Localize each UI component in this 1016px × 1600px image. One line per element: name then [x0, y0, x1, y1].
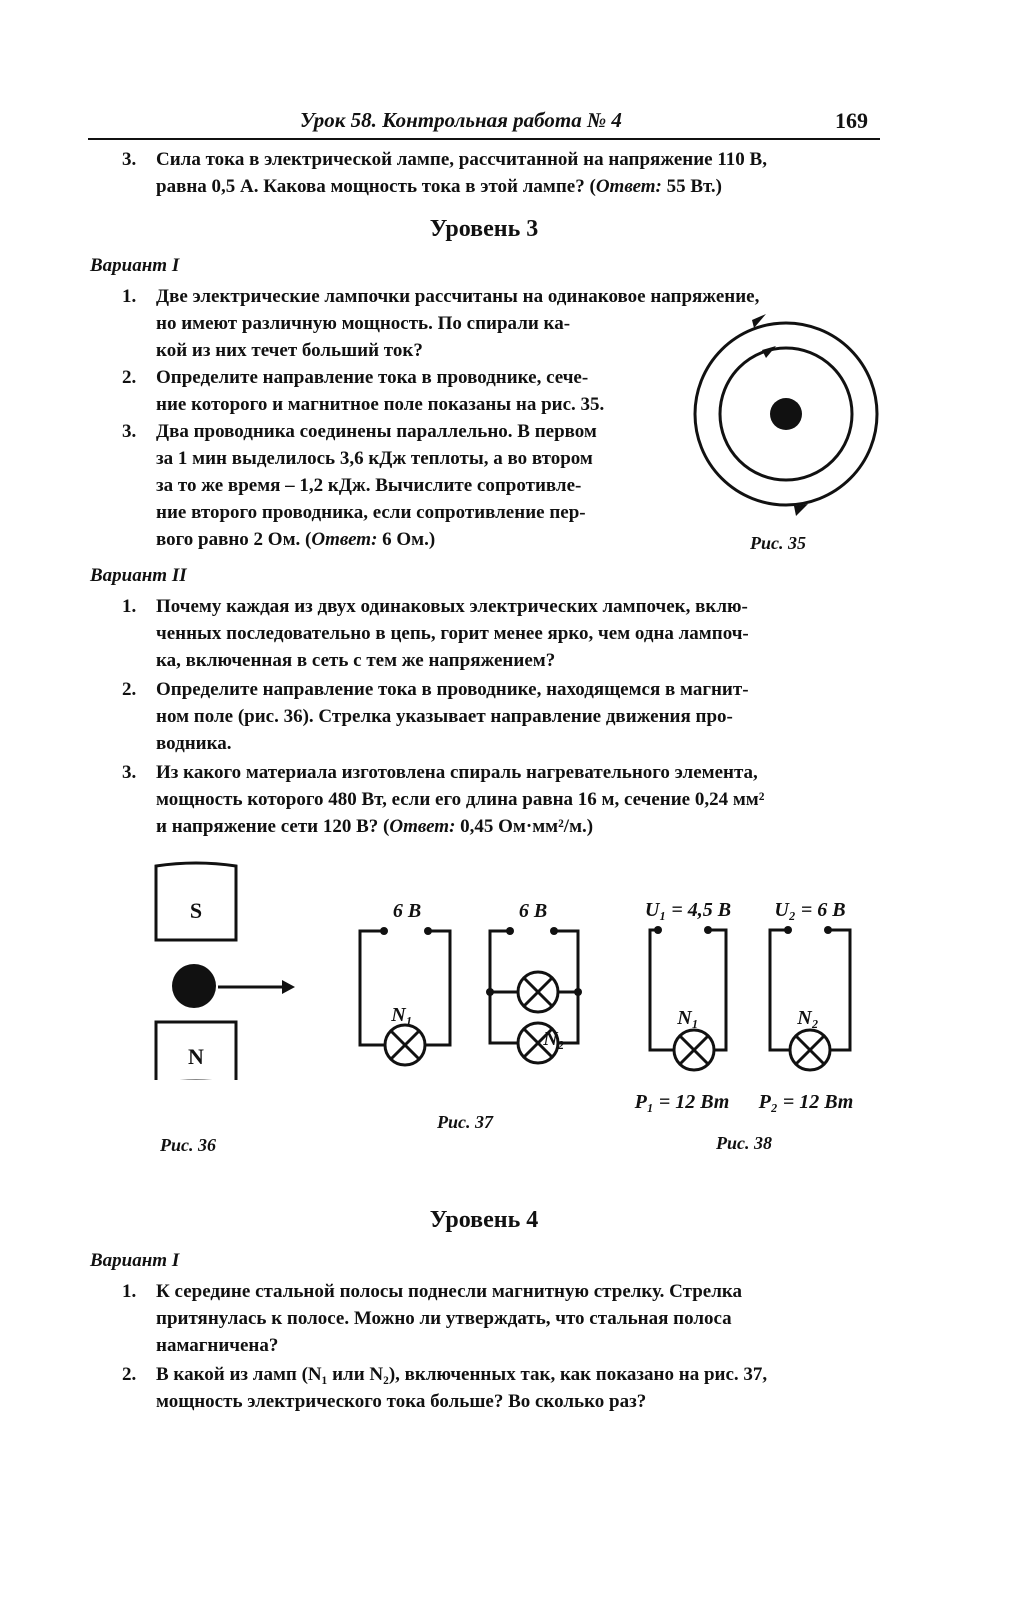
level-3-heading: Уровень 3: [429, 216, 539, 242]
text-line: ченных последовательно в цепь, горит менее ярко, чем одна лампоч-: [156, 623, 749, 644]
circuit-1-wire: [708, 930, 726, 1050]
circuit-1-wire: [650, 930, 674, 1050]
text-line: К середине стальной полосы поднесли магнитную стрелку. Стрелка: [156, 1281, 743, 1302]
answer-label: Ответ:: [389, 816, 456, 837]
text-line: за 1 мин выделилось 3,6 кДж теплоты, а во втором: [156, 448, 593, 469]
question-3-carryover: [122, 146, 767, 200]
question-number: 2.: [122, 1364, 137, 1385]
text-line: вого равно 2 Ом. (Ответ: 6 Ом.): [156, 529, 436, 550]
answer-label: Ответ:: [595, 176, 662, 197]
text-line: кой из них течет больший ток?: [156, 340, 423, 361]
question-number: 1.: [122, 1281, 137, 1302]
text-line: Сила тока в электрической лампе, рассчитанной на напряжение 110 В,: [156, 149, 767, 170]
circuit-2-wire: [770, 930, 790, 1050]
running-title: Урок 58. Контрольная работа № 4: [300, 108, 622, 132]
circuit-2-wire: [828, 930, 850, 1050]
text-line: Определите направление тока в проводнике, находящемся в магнит-: [156, 679, 749, 700]
arrow-right-icon: [282, 980, 295, 994]
conductor-cross-section: [770, 398, 802, 430]
l4-v1-question-1: [122, 1278, 742, 1359]
text-line: Определите направление тока в проводнике, сече-: [156, 367, 589, 388]
figure-38-caption: Рис. 38: [716, 1133, 772, 1153]
text-line: за то же время – 1,2 кДж. Вычислите сопротивле-: [156, 475, 582, 496]
level-4-heading: Уровень 4: [429, 1207, 539, 1233]
variant-1-label: Вариант I: [90, 1250, 180, 1271]
pole-s-label: S: [189, 898, 203, 923]
text-line: Почему каждая из двух одинаковых электрических лампочек, вклю-: [156, 596, 748, 617]
question-number: 3.: [122, 149, 137, 170]
l3-v2-question-2: [122, 676, 749, 757]
voltage-label-a: 6 В: [392, 900, 422, 922]
figure-36-caption: Рис. 36: [160, 1135, 216, 1155]
text-line: и напряжение сети 120 В? (Ответ: 0,45 Ом·мм²/м.): [156, 816, 594, 837]
question-number: 3.: [122, 762, 137, 783]
answer-label: Ответ:: [311, 529, 378, 550]
text-line: равна 0,5 А. Какова мощность тока в этой лампе? (Ответ: 55 Вт.): [156, 176, 723, 197]
lamp-label-n2: N₂: [543, 1028, 565, 1050]
text-line: притянулась к полосе. Можно ли утверждать, что стальная полоса: [156, 1308, 732, 1329]
question-number: 2.: [122, 679, 137, 700]
page-number: 169: [835, 108, 868, 133]
figure-37-diagram: [350, 895, 600, 1095]
text-line: В какой из ламп (N₁ или N₂), включенных так, как показано на рис. 37,: [156, 1364, 768, 1385]
figure-37-caption: Рис. 37: [437, 1112, 493, 1132]
text-line: ние которого и магнитное поле показаны на рис. 35.: [156, 394, 605, 415]
power-p2: P₂ = 12 Вт: [758, 1091, 854, 1113]
figure-35-diagram: [690, 306, 880, 534]
text-line: ном поле (рис. 36). Стрелка указывает направление движения про-: [156, 706, 733, 727]
voltage-u1: U₁ = 4,5 В: [644, 899, 732, 921]
figure-38-diagram: [628, 890, 868, 1120]
text-line: ка, включенная в сеть с тем же напряжением?: [156, 650, 556, 671]
question-number: 1.: [122, 596, 137, 617]
pole-n-label: N: [188, 1044, 204, 1069]
l3-v1-question-3: [122, 418, 597, 553]
text-line: водника.: [156, 733, 232, 754]
l3-v2-question-1: [122, 593, 749, 674]
power-p1: P₁ = 12 Вт: [634, 1091, 730, 1113]
question-number: 2.: [122, 367, 137, 388]
question-number: 1.: [122, 286, 137, 307]
field-arrow-icon: [794, 504, 808, 516]
variant-2-label: Вариант II: [90, 565, 187, 586]
figure-36-diagram: [150, 860, 300, 1080]
voltage-label-b: 6 В: [518, 900, 548, 922]
lamp-label-n1: N₁: [677, 1007, 699, 1029]
header-rule: [88, 138, 880, 140]
conductor: [172, 964, 216, 1008]
field-arrow-icon: [762, 346, 776, 358]
text-line: Два проводника соединены параллельно. В первом: [156, 421, 597, 442]
lamp-label-n2: N₂: [797, 1007, 819, 1029]
l3-v1-question-2: [122, 364, 604, 418]
text-line: намагничена?: [156, 1335, 279, 1356]
voltage-u2: U₂ = 6 В: [774, 899, 846, 921]
l4-v1-question-2: [122, 1361, 767, 1415]
question-number: 3.: [122, 421, 137, 442]
l3-v2-question-3: [122, 759, 764, 840]
text-line: ние второго проводника, если сопротивление пер-: [156, 502, 586, 523]
text-line: но имеют различную мощность. По спирали ка-: [156, 313, 571, 334]
text-line: Две электрические лампочки рассчитаны на одинаковое напряжение,: [156, 286, 760, 307]
variant-1-label: Вариант I: [90, 255, 180, 276]
circuit-a-wire: [426, 931, 450, 1045]
l3-v1-question-1: [122, 283, 759, 364]
text-line: мощность которого 480 Вт, если его длина равна 16 м, сечение 0,24 мм²: [156, 789, 765, 810]
text-line: мощность электрического тока больше? Во сколько раз?: [156, 1391, 647, 1412]
circuit-a-wire: [360, 931, 384, 1045]
text-line: Из какого материала изготовлена спираль нагревательного элемента,: [156, 762, 758, 783]
figure-35-caption: Рис. 35: [750, 533, 806, 553]
circuit-b-wire: [490, 931, 518, 1043]
lamp-label-n1: N₁: [391, 1004, 413, 1026]
